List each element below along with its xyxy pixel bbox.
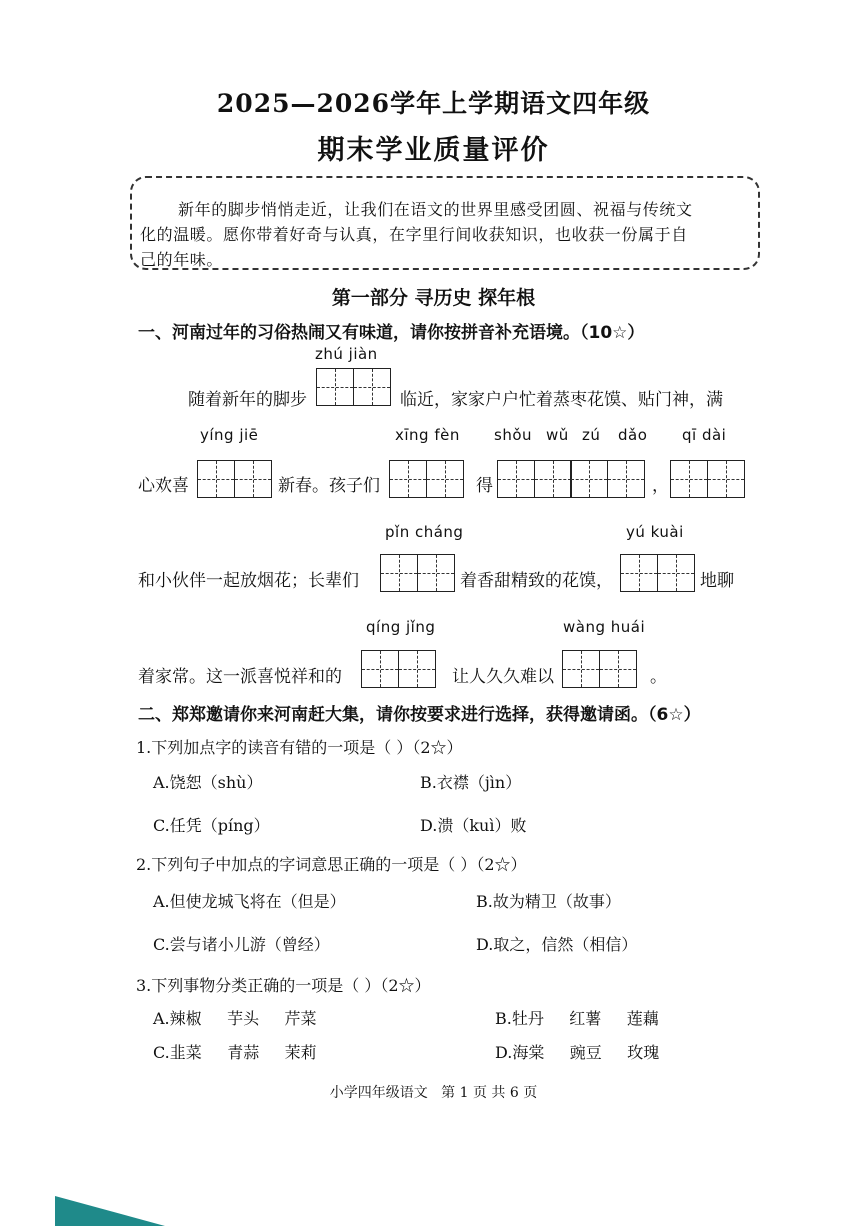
q1-text-2d: ， [652, 476, 669, 496]
corner-tab-decoration [55, 1196, 165, 1226]
sub2-option-c[interactable]: C.尝与诸小儿游（曾经） [153, 935, 330, 954]
pinyin-yukuai: yú kuài [626, 523, 684, 541]
answer-box-zhujian[interactable] [316, 368, 389, 406]
title-line-2: 期末学业质量评价 [317, 135, 550, 166]
intro-line-2: 化的温暖。愿你带着好奇与认真，在字里行间收获知识，也收获一份属于自 [140, 225, 688, 244]
pinyin-yingjie: yíng jiē [200, 426, 259, 444]
pinyin-zhujian: zhú jiàn [315, 345, 378, 363]
pinyin-shou: shǒu [494, 426, 533, 444]
sub1-option-b[interactable]: B.衣襟（jìn） [420, 773, 522, 792]
sub1-stem: 1.下列加点字的读音有错的一项是（ ）（2☆） [136, 738, 463, 757]
pinyin-dao: dǎo [618, 426, 648, 444]
q1-text-2b: 新春。孩子们 [278, 476, 380, 496]
sub1-option-c[interactable]: C.任凭（píng） [153, 816, 270, 835]
sub1-option-a[interactable]: A.饶恕（shù） [153, 773, 263, 792]
answer-box-wanghuai[interactable] [562, 650, 635, 688]
answer-box-shouwuzudao[interactable] [497, 460, 643, 498]
answer-box-yukuai[interactable] [620, 554, 693, 592]
page-footer: 小学四年级语文 第 1 页 共 6 页 [329, 1085, 538, 1101]
q1-text-3b: 着香甜精致的花馍， [460, 571, 613, 591]
sub3-option-a[interactable]: A.辣椒 芋头 芹菜 [153, 1009, 317, 1028]
q1-text-1b: 临近，家家户户忙着蒸枣花馍、贴门神，满 [400, 390, 723, 410]
answer-box-pinchang[interactable] [380, 554, 453, 592]
part-title: 第一部分 寻历史 探年根 [331, 287, 536, 309]
pinyin-pinchang: pǐn cháng [385, 523, 464, 541]
sub3-stem: 3.下列事物分类正确的一项是（ ）（2☆） [136, 976, 431, 995]
pinyin-qidai: qī dài [682, 426, 727, 444]
sub2-option-d[interactable]: D.取之，信然（相信） [476, 935, 638, 954]
q1-text-4a: 着家常。这一派喜悦祥和的 [138, 667, 342, 687]
answer-box-qingjing[interactable] [361, 650, 434, 688]
pinyin-xingfen: xīng fèn [395, 426, 460, 444]
q1-text-4b: 让人久久难以 [452, 667, 554, 687]
q1-text-4c: 。 [650, 667, 667, 687]
pinyin-wanghuai: wàng huái [563, 618, 646, 636]
sub3-option-c[interactable]: C.韭菜 青蒜 茉莉 [153, 1043, 317, 1062]
sub2-stem: 2.下列句子中加点的字词意思正确的一项是（ ）（2☆） [136, 855, 527, 874]
pinyin-zu: zú [582, 426, 601, 444]
q1-text-2a: 心欢喜 [138, 476, 189, 496]
sub1-option-d[interactable]: D.溃（kuì）败 [420, 816, 527, 835]
sub3-option-b[interactable]: B.牡丹 红薯 莲藕 [495, 1009, 659, 1028]
question-1-heading: 一、河南过年的习俗热闹又有味道，请你按拼音补充语境。（10☆） [138, 323, 645, 343]
q1-text-3c: 地聊 [700, 571, 734, 591]
answer-box-qidai[interactable] [670, 460, 743, 498]
sub2-option-b[interactable]: B.故为精卫（故事） [476, 892, 621, 911]
sub2-option-a[interactable]: A.但使龙城飞将在（但是） [153, 892, 346, 911]
intro-line-3: 己的年味。 [140, 250, 224, 269]
q1-text-2c: 得 [476, 476, 493, 496]
intro-line-1: 新年的脚步悄悄走近，让我们在语文的世界里感受团圆、祝福与传统文 [178, 200, 693, 219]
question-2-heading: 二、郑郑邀请你来河南赶大集，请你按要求进行选择，获得邀请函。（6☆） [138, 705, 701, 725]
q1-text-1a: 随着新年的脚步 [188, 390, 307, 410]
title-line-1: 2025—2026学年上学期语文四年级 [216, 89, 651, 118]
sub3-option-d[interactable]: D.海棠 豌豆 玫瑰 [495, 1043, 660, 1062]
pinyin-qingjing: qíng jǐng [366, 618, 436, 636]
q1-text-3a: 和小伙伴一起放烟花；长辈们 [138, 571, 359, 591]
answer-box-xingfen[interactable] [389, 460, 462, 498]
pinyin-wu: wǔ [546, 426, 569, 444]
answer-box-yingjie[interactable] [197, 460, 270, 498]
